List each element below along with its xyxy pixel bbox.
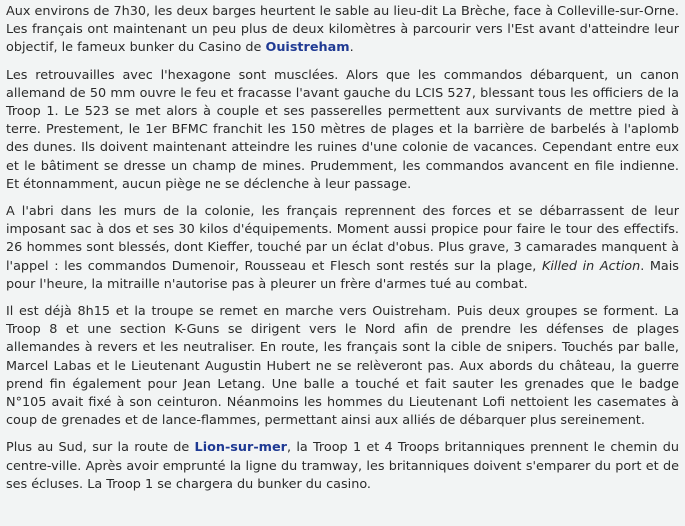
paragraph-1-text: Aux environs de 7h30, les deux barges heurtent le sable au lieu-dit La Brèche, face à Colleville-sur-Orne. Les français ont maintenant un peu plus de deux kilomètres à parcourir vers l'Est avant d'atteindre leur objectif, le fameux bunker du Casino de (6, 4, 679, 56)
killed-in-action-emphasis: Killed in Action (541, 258, 641, 274)
lion-sur-mer-link[interactable]: Lion-sur-mer (194, 440, 287, 456)
paragraph-1 (6, 3, 679, 58)
paragraph-5-end: , la Troop 1 et 4 Troops britanniques prennent le chemin du centre-ville. Après avoir emprunté la ligne du tramway, les britanniques doivent s'emparer du port et de ses écluses. La Troop 1 se chargera du bunker du casino. (6, 440, 679, 492)
paragraph-1-end: . (349, 40, 354, 56)
paragraph-5-text: Plus au Sud, sur la route de (6, 440, 195, 456)
ouistreham-link[interactable]: Ouistreham (265, 40, 350, 56)
paragraph-3-text: A l'abri dans les murs de la colonie, les français reprennent des forces et se débarrassent de leur imposant sac à dos et ses 30 kilos d'équipements. Moment aussi propice pour faire le tour des effectifs. 26 hommes sont blessés, dont Kieffer, touché par un éclat d'obus. Plus grave, 3 camarades manquent à l'appel : les commandos Dumenoir, Rousseau et Flesch sont restés sur la plage, (6, 204, 679, 274)
paragraph-3-end: . Mais pour l'heure, la mitraille n'autorise pas à pleurer un frère d'armes tué au combat. (6, 258, 679, 292)
paragraph-3 (6, 203, 679, 294)
paragraph-2: Les retrouvailles avec l'hexagone sont musclées. Alors que les commandos débarquent, un canon allemand de 50 mm ouvre le feu et fracasse l'avant gauche du LCIS 527, blessant tous les officiers de la Troop 1. Le 523 se met alors à couple et ses passerelles permettent aux survivants de mettre pied à terre. Prestement, le 1er BFMC franchit les 150 mètres de plages et la barrière de barbelés à l'aplomb des dunes. Ils doivent maintenant atteindre les ruines d'une colonie de vacances. Cependant entre eux et le bâtiment se dresse un champ de mines. Prudemment, les commandos avancent en file indienne. Et étonnamment, aucun piège ne se déclenche à leur passage. (6, 67, 679, 192)
paragraph-5 (6, 439, 679, 494)
paragraph-4: Il est déjà 8h15 et la troupe se remet en marche vers Ouistreham. Puis deux groupes se forment. La Troop 8 et une section K-Guns se dirigent vers le Nord afin de prendre les défenses de plages allemandes à revers et les neutraliser. En route, les français sont la cible de snipers. Touchés par balle, Marcel Labas et le Lieutenant Augustin Hubert ne se relèveront pas. Aux abords du château, la guerre prend fin également pour Jean Letang. Une balle a touché et fait sauter les grenades que le badge N°105 avait fixé à son ceinturon. Néanmoins les hommes du Lieutenant Lofi nettoient les casemates à coup de grenades et de lance-flammes, permettant ainsi aux alliés de débarquer plus sereinement. (6, 304, 679, 429)
